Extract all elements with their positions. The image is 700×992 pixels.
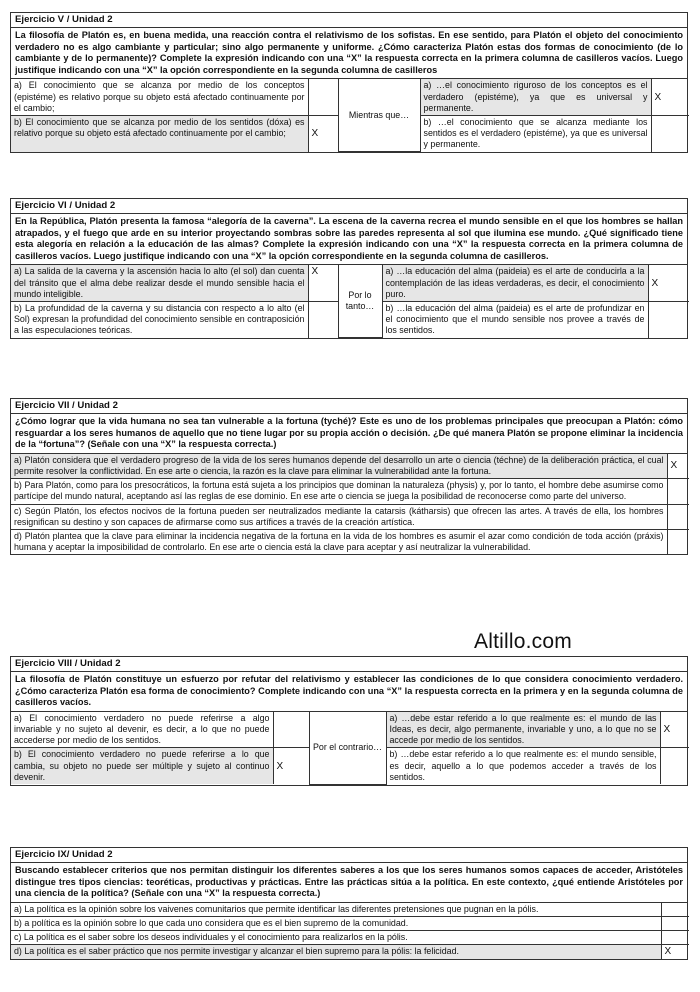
answer-box[interactable]: X: [308, 115, 338, 151]
exercise-8: [10, 656, 688, 786]
exercise-5: [10, 12, 688, 153]
answer-box[interactable]: X: [661, 945, 689, 959]
answer-box[interactable]: [661, 903, 689, 917]
option-b: b) Para Platón, como para los presocráticos, la fortuna está sujeta a los principios que dominan la naturaleza (physis) y, por lo tanto, el hombre debe asumirse como partícipe del mundo natural, aceptando así las reglas de ese dominio. En ese arte o ciencia se juega la posibilidad de reconocerse como parte del universo.: [11, 479, 667, 504]
matching-table: [11, 265, 689, 338]
answer-box[interactable]: [648, 301, 689, 337]
left-option-b: b) El conocimiento que se alcanza por medio de los sentidos (dóxa) es relativo porque su objeto está afectado continuamente por el cambio;: [11, 115, 308, 151]
options-table: [11, 454, 689, 555]
exercise-title: Ejercicio VII / Unidad 2: [11, 399, 687, 414]
exercise-question: La filosofía de Platón constituye un esfuerzo por refutar del relativismo y establecer las condiciones de lo que considera conocimiento verdadero. ¿Cómo caracteriza Platón esa forma de conocimiento? Complete indicando con una “X” la respuesta correcta en la primera y en la segunda columna de casilleros vacíos.: [11, 672, 687, 712]
answer-box[interactable]: [660, 748, 689, 784]
exercise-7: [10, 398, 688, 555]
left-option-b: b) La profundidad de la caverna y su distancia con respecto a lo alto (el Sol) expresan la profundidad del conocimiento sensible en contraposición a las especulaciones teóricas.: [11, 301, 308, 337]
option-d: d) Platón plantea que la clave para eliminar la incidencia negativa de la fortuna en la vida de los hombres es asumir el azar como condición de toda acción (práxis) humana y aceptar la imposibilidad de controlarlo. En ese arte o ciencia está la clave para aceptar y así neutralizar la vulnerabilidad.: [11, 530, 667, 555]
option-a: a) La política es la opinión sobre los vaivenes comunitarios que permite identificar las diferentes pretensiones que pugnan en la pólis.: [11, 903, 661, 917]
right-option-a: a) …el conocimiento riguroso de los conceptos es el verdadero (epistéme), ya que es universal y permanente.: [420, 79, 651, 115]
exercise-9: [10, 847, 688, 960]
exercise-question: ¿Cómo lograr que la vida humana no sea tan vulnerable a la fortuna (tyché)? Este es uno de los problemas principales que preocupan a Platón: cómo resguardar a los seres humanos de aquello que no tiene lugar por su propia acción o decisión. ¿De qué manera Platón se propone eliminar la incidencia de la “fortuna”? (Señale con una “X” la respuesta correcta.): [11, 414, 687, 454]
answer-box[interactable]: [667, 504, 689, 529]
answer-box[interactable]: [308, 79, 338, 115]
right-option-b: b) …el conocimiento que se alcanza mediante los sentidos es el verdadero (epistéme), ya que es universal y permanente.: [420, 115, 651, 151]
left-option-a: a) El conocimiento verdadero no puede referirse a algo invariable y no sujeto al devenir, es decir, a lo que no puede accederse por medio de los sentidos.: [11, 712, 273, 748]
answer-box[interactable]: [667, 530, 689, 555]
exercise-title: Ejercicio IX/ Unidad 2: [11, 848, 687, 863]
left-option-a: a) El conocimiento que se alcanza por medio de los conceptos (epistéme) es relativo porque su objeto está afectado continuamente por el cambio;: [11, 79, 308, 115]
exercise-question: En la República, Platón presenta la famosa “alegoría de la caverna”. La escena de la caverna recrea el mundo sensible en el que los hombres se hallan atrapados, y el fuego que arde en su interior proyectando sombras sobre las paredes representa al sol que ilumina ese mundo. ¿Qué significado tiene esta alegoría en relación a la educación de las almas? Complete la expresión indicando con una “X” la respuesta correcta en la primera columna de casilleros vacíos. Luego justifique indicando con una “X” la opción correspondiente en la segunda columna de casilleros.: [11, 214, 687, 265]
watermark-text: Altillo.com: [474, 630, 572, 653]
left-option-b: b) El conocimiento verdadero no puede referirse a lo que cambia, su objeto no puede ser múltiple y sujeto al continuo devenir.: [11, 748, 273, 784]
option-b: b) a política es la opinión sobre lo que cada uno considera que es el bien supremo de la comunidad.: [11, 916, 661, 930]
connector-text: Mientras que…: [338, 79, 420, 151]
answer-box[interactable]: [308, 301, 338, 337]
answer-box[interactable]: X: [667, 454, 689, 479]
answer-box[interactable]: X: [651, 79, 689, 115]
answer-box[interactable]: [661, 916, 689, 930]
answer-box[interactable]: [651, 115, 689, 151]
option-c: c) La política es el saber sobre los deseos individuales y el conocimiento para realizarlos en la pólis.: [11, 931, 661, 945]
answer-box[interactable]: X: [308, 265, 338, 301]
answer-box[interactable]: [667, 479, 689, 504]
exercise-question: Buscando establecer criterios que nos permitan distinguir los diferentes saberes a los que los seres humanos somos capaces de acceder, Aristóteles distingue tres tipos ciencias: teoréticas, productivas y prácticas. Entre las prácticas sitúa a la política. En este contexto, ¿qué entiende Aristóteles por una ciencia de la política? (Señale con una “X” la respuesta correcta.): [11, 863, 687, 903]
answer-box[interactable]: [661, 931, 689, 945]
matching-table: [11, 79, 689, 152]
answer-box[interactable]: X: [660, 712, 689, 748]
left-option-a: a) La salida de la caverna y la ascensión hacia lo alto (el sol) dan cuenta del tránsito que el alma debe realizar desde el mundo sensible hacia el mundo inteligible.: [11, 265, 308, 301]
exercise-question: La filosofía de Platón es, en buena medida, una reacción contra el relativismo de los sofistas. En ese sentido, para Platón el objeto del conocimiento verdadero no es algo cambiante y particular; sino algo permanente y uniforme. ¿Cómo caracteriza Platón estas dos formas de conocimiento (de lo cambiante y de lo permanente)? Complete la expresión indicando con una “X” la respuesta correcta en la primera columna de casilleros vacíos. Luego justifique indicando con una “X” la opción correspondiente en la segunda columna de casilleros: [11, 28, 687, 79]
right-option-b: b) …debe estar referido a lo que realmente es: el mundo sensible, es decir, aquello a lo que podemos acceder a través de los sentidos.: [386, 748, 660, 784]
options-table: [11, 903, 689, 959]
matching-table: [11, 712, 689, 785]
right-option-b: b) …la educación del alma (paideia) es el arte de profundizar en el conocimiento que el mundo sensible nos provee a través de los sentidos.: [382, 301, 648, 337]
exercise-title: Ejercicio VI / Unidad 2: [11, 199, 687, 214]
option-d: d) La política es el saber práctico que nos permite investigar y alcanzar el bien supremo para la pólis: la felicidad.: [11, 945, 661, 959]
exercise-6: [10, 198, 688, 339]
option-a: a) Platón considera que el verdadero progreso de la vida de los seres humanos depende del desarrollo un arte o ciencia (téchne) de la deliberación práctica, el cual permite resolver la conflictividad. En ese arte o ciencia, la razón es la clave para eliminar la vulnerabilidad ante la fortuna.: [11, 454, 667, 479]
exercise-title: Ejercicio V / Unidad 2: [11, 13, 687, 28]
connector-text: Por lo tanto…: [338, 265, 382, 337]
answer-box[interactable]: X: [273, 748, 309, 784]
option-c: c) Según Platón, los efectos nocivos de la fortuna pueden ser neutralizados mediante la catarsis (kátharsis) que ofrecen las artes. A través de ella, los hombres resignifican su destino y son capaces de afirmarse como sus artífices a través de la creación artística.: [11, 504, 667, 529]
answer-box[interactable]: [273, 712, 309, 748]
exercise-title: Ejercicio VIII / Unidad 2: [11, 657, 687, 672]
right-option-a: a) …la educación del alma (paideia) es el arte de conducirla a la contemplación de las ideas verdaderas, es decir, el conocimiento puro.: [382, 265, 648, 301]
right-option-a: a) …debe estar referido a lo que realmente es: el mundo de las Ideas, es decir, algo permanente, invariable y uno, a lo que no se accede por medio de los sentidos.: [386, 712, 660, 748]
connector-text: Por el contrario…: [309, 712, 386, 784]
answer-box[interactable]: X: [648, 265, 689, 301]
